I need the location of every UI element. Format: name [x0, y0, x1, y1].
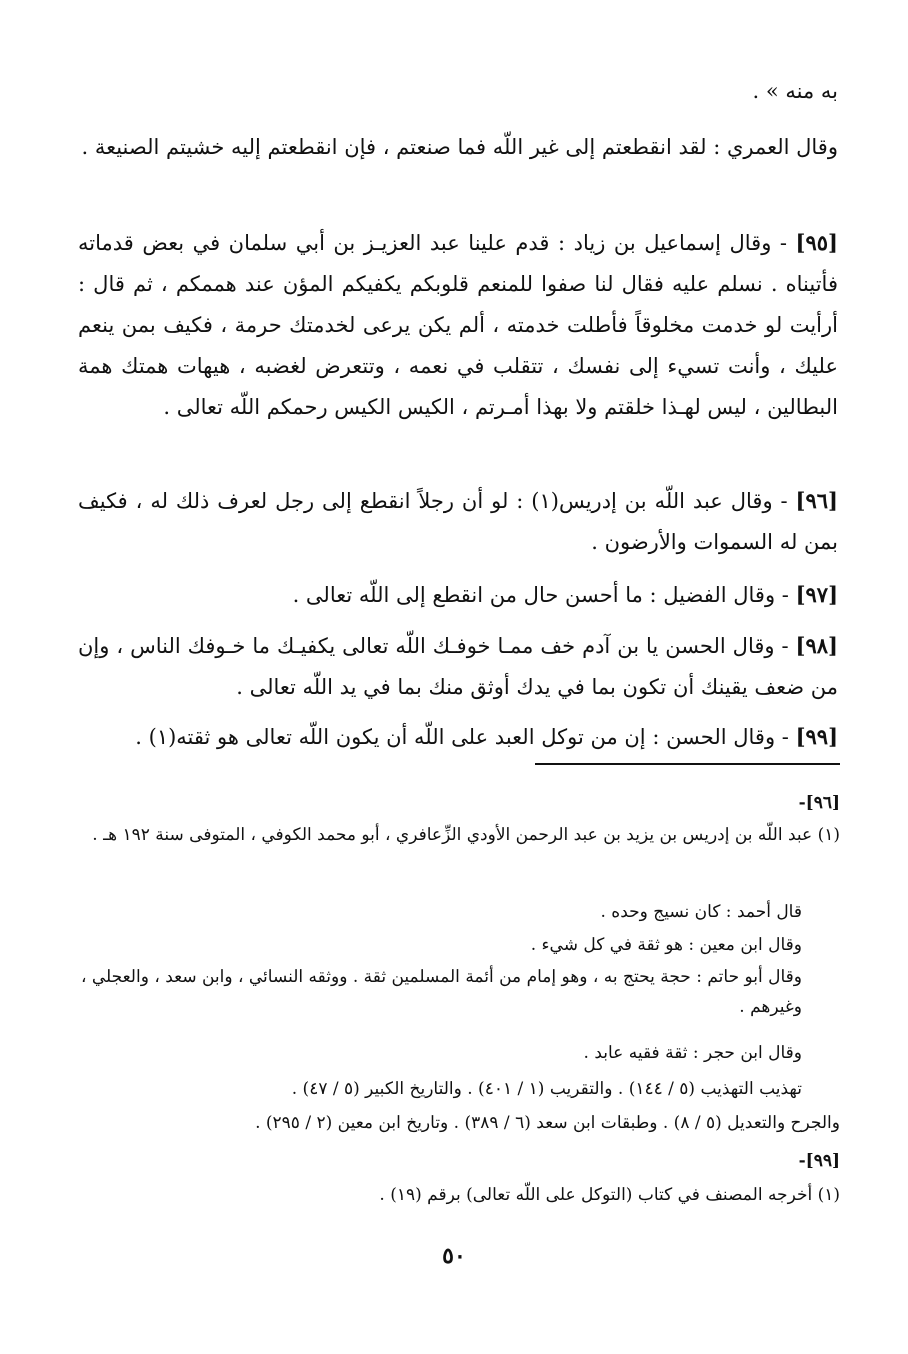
paragraph-number: [٩٧] — [795, 582, 838, 607]
paragraph-text: - وقال عبد اللّه بن إدريس(١) : لو أن رجلاً انقطع إلى رجل لعرف ذلك له ، فكيف بمن له السموات والأرضون . — [78, 489, 838, 554]
paragraph-number: [٩٨] — [795, 633, 838, 658]
paragraph-text: - وقال إسماعيل بن زياد : قدم علينا عبد العزيـز بن أبي سلمان في بعض قدماته فأتيناه . نسلم عليه فقال لنا صفوا للمنعم قلوبكم يكفيكم المؤن عند هممكم ، ثم قال : أرأيت لو خدمت مخلوقاً فأطلت خدمته ، ألم يكن يرعى لخدمتك حرمة ، فكيف بمن ينعم عليك ، وأنت تسيء إلى نفسك ، تتقلب في نعمه ، وتتعرض لغضبه ، هيهات همتك همة البطالين ، ليس لهـذا خلقتم ولا بهذا أمـرتم ، الكيس الكيس رحمكم اللّه تعالى . — [78, 231, 838, 419]
footnote-references-2: والجرح والتعديل (٥ / ٨) . وطبقات ابن سعد (٦ / ٣٨٩) . وتاريخ ابن معين (٢ / ٢٩٥) . — [255, 1113, 840, 1133]
paragraph-95 — [78, 222, 838, 428]
footnote-abu-hatim: وقال أبو حاتم : حجة يحتج به ، وهو إمام من أئمة المسلمين ثقة . ووثقه النسائي ، وابن سعد ، والعجلي ، وغيرهم . — [80, 967, 802, 1017]
continuation-line: به منه » . — [752, 79, 838, 103]
paragraph-number: [٩٩] — [795, 724, 838, 749]
paragraph-96 — [78, 480, 838, 563]
paragraph-number: [٩٥] — [795, 230, 838, 255]
footnote-ibn-maeen: وقال ابن معين : هو ثقة في كل شيء . — [530, 935, 802, 955]
footnote-99-1: (١) أخرجه المصنف في كتاب (التوكل على اللّه تعالى) برقم (١٩) . — [379, 1185, 840, 1205]
footnote-heading-99: [٩٩]- — [798, 1151, 840, 1171]
paragraph-99 — [78, 716, 838, 758]
page-number: ٥٠ — [442, 1243, 466, 1269]
paragraph-number: [٩٦] — [795, 488, 838, 513]
footnote-96-1: (١) عبد اللّه بن إدريس بن يزيد بن عبد الرحمن الأودي الزِّعافري ، أبو محمد الكوفي ، المتوفى سنة ١٩٢ هـ . — [92, 825, 840, 845]
paragraph-98 — [78, 625, 838, 708]
paragraph-text: - وقال الحسن يا بن آدم خف ممـا خوفـك اللّه تعالى يكفيـك ما خـوفك الناس ، وإن من ضعف يقينك أن تكون بما في يدك أوثق منك بما في يد اللّه تعالى . — [78, 634, 838, 699]
paragraph-text: - وقال الحسن : إن من توكل العبد على اللّه أن يكون اللّه تعالى هو ثقته(١) . — [135, 725, 789, 749]
footnote-separator — [535, 763, 840, 765]
paragraph-97 — [78, 574, 838, 616]
footnote-ahmad: قال أحمد : كان نسيج وحده . — [600, 902, 802, 922]
paragraph-omari: وقال العمري : لقد انقطعتم إلى غير اللّه فما صنعتم ، فإن انقطعتم إليه خشيتم الصنيعة . — [81, 135, 838, 159]
footnote-ibn-hajar: وقال ابن حجر : ثقة فقيه عابد . — [583, 1043, 802, 1063]
footnote-heading-96: [٩٦]- — [798, 793, 840, 813]
paragraph-text: - وقال الفضيل : ما أحسن حال من انقطع إلى اللّه تعالى . — [292, 583, 789, 607]
footnote-references-1: تهذيب التهذيب (٥ / ١٤٤) . والتقريب (١ / ٤٠١) . والتاريخ الكبير (٥ / ٤٧) . — [291, 1079, 802, 1099]
